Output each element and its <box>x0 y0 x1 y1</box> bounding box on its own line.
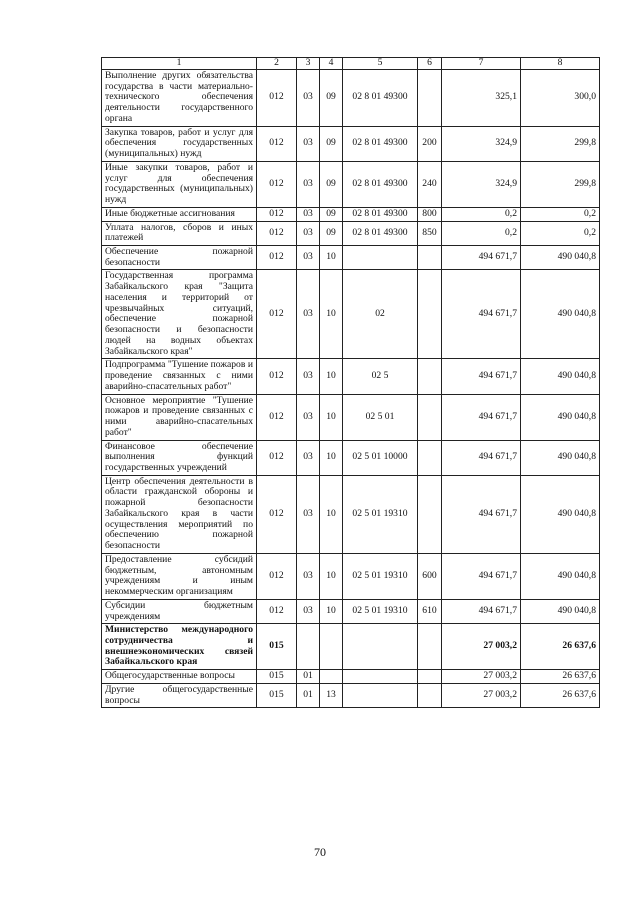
item-name-cell: Выполнение других обязательства государства в части материально-технического обеспечения деятельности государственного органа <box>102 70 257 127</box>
target-article-cell: 02 8 01 49300 <box>343 207 418 221</box>
item-name-cell: Центр обеспечения деятельности в области гражданской обороны и пожарной безопасности Забайкальского края в части осуществления мероприятий по обеспечению пожарной безопасности <box>102 475 257 553</box>
code-cell: 012 <box>257 359 297 394</box>
expense-type-cell <box>418 670 442 684</box>
item-name-cell: Закупка товаров, работ и услуг для обеспечения государственных (муниципальных) нужд <box>102 126 257 161</box>
item-name-cell: Обеспечение пожарной безопасности <box>102 246 257 270</box>
section-cell: 03 <box>297 553 320 599</box>
table-row <box>102 553 600 599</box>
item-name-cell: Общегосударственные вопросы <box>102 670 257 684</box>
code-cell: 015 <box>257 624 297 670</box>
amount-year-1-cell: 494 671,7 <box>442 246 521 270</box>
table-row <box>102 394 600 440</box>
section-cell: 01 <box>297 670 320 684</box>
table-row <box>102 683 600 707</box>
target-article-cell: 02 8 01 49300 <box>343 161 418 207</box>
subsection-cell <box>320 670 343 684</box>
amount-year-2-cell: 490 040,8 <box>521 553 600 599</box>
amount-year-1-cell: 27 003,2 <box>442 624 521 670</box>
expense-type-cell <box>418 624 442 670</box>
table-header <box>102 58 600 70</box>
item-name-cell: Министерство международного сотрудничества и внешнеэкономических связей Забайкальского края <box>102 624 257 670</box>
amount-year-2-cell: 299,8 <box>521 126 600 161</box>
target-article-cell: 02 8 01 49300 <box>343 70 418 127</box>
expense-type-cell: 200 <box>418 126 442 161</box>
section-cell: 03 <box>297 359 320 394</box>
header-cell-8: 8 <box>521 58 600 70</box>
table-body <box>102 70 600 708</box>
amount-year-2-cell: 490 040,8 <box>521 246 600 270</box>
amount-year-2-cell: 490 040,8 <box>521 440 600 475</box>
header-cell-1: 1 <box>102 58 257 70</box>
amount-year-2-cell: 490 040,8 <box>521 599 600 623</box>
item-name-cell: Финансовое обеспечение выполнения функций государственных учреждений <box>102 440 257 475</box>
amount-year-1-cell: 494 671,7 <box>442 475 521 553</box>
amount-year-1-cell: 494 671,7 <box>442 270 521 359</box>
item-name-cell: Уплата налогов, сборов и иных платежей <box>102 221 257 245</box>
section-cell: 03 <box>297 161 320 207</box>
subsection-cell: 09 <box>320 161 343 207</box>
expense-type-cell <box>418 359 442 394</box>
expense-type-cell: 610 <box>418 599 442 623</box>
table-row <box>102 440 600 475</box>
section-cell: 03 <box>297 440 320 475</box>
target-article-cell: 02 5 01 19310 <box>343 553 418 599</box>
code-cell: 012 <box>257 207 297 221</box>
code-cell: 012 <box>257 475 297 553</box>
target-article-cell <box>343 683 418 707</box>
amount-year-2-cell: 490 040,8 <box>521 475 600 553</box>
header-cell-3: 3 <box>297 58 320 70</box>
section-cell: 03 <box>297 394 320 440</box>
target-article-cell: 02 8 01 49300 <box>343 126 418 161</box>
table-row <box>102 599 600 623</box>
table-row <box>102 246 600 270</box>
amount-year-1-cell: 494 671,7 <box>442 359 521 394</box>
amount-year-1-cell: 0,2 <box>442 207 521 221</box>
section-cell: 03 <box>297 126 320 161</box>
subsection-cell: 13 <box>320 683 343 707</box>
amount-year-2-cell: 300,0 <box>521 70 600 127</box>
amount-year-1-cell: 325,1 <box>442 70 521 127</box>
section-cell: 03 <box>297 599 320 623</box>
target-article-cell: 02 5 <box>343 359 418 394</box>
target-article-cell <box>343 246 418 270</box>
item-name-cell: Предоставление субсидий бюджетным, автономным учреждениям и иным некоммерческим организациям <box>102 553 257 599</box>
amount-year-1-cell: 27 003,2 <box>442 670 521 684</box>
section-cell <box>297 624 320 670</box>
item-name-cell: Иные бюджетные ассигнования <box>102 207 257 221</box>
target-article-cell: 02 5 01 <box>343 394 418 440</box>
amount-year-2-cell: 26 637,6 <box>521 683 600 707</box>
amount-year-1-cell: 0,2 <box>442 221 521 245</box>
expense-type-cell: 850 <box>418 221 442 245</box>
subsection-cell: 10 <box>320 475 343 553</box>
header-cell-5: 5 <box>343 58 418 70</box>
header-cell-7: 7 <box>442 58 521 70</box>
header-cell-4: 4 <box>320 58 343 70</box>
amount-year-1-cell: 324,9 <box>442 161 521 207</box>
item-name-cell: Субсидии бюджетным учреждениям <box>102 599 257 623</box>
subsection-cell: 09 <box>320 70 343 127</box>
section-cell: 03 <box>297 221 320 245</box>
table-row <box>102 221 600 245</box>
target-article-cell <box>343 624 418 670</box>
code-cell: 012 <box>257 126 297 161</box>
amount-year-1-cell: 27 003,2 <box>442 683 521 707</box>
header-cell-6: 6 <box>418 58 442 70</box>
item-name-cell: Другие общегосударственные вопросы <box>102 683 257 707</box>
expense-type-cell <box>418 683 442 707</box>
target-article-cell: 02 5 01 19310 <box>343 599 418 623</box>
expense-type-cell: 240 <box>418 161 442 207</box>
table-row <box>102 270 600 359</box>
code-cell: 012 <box>257 599 297 623</box>
table-row <box>102 126 600 161</box>
code-cell: 012 <box>257 246 297 270</box>
expense-type-cell <box>418 394 442 440</box>
section-cell: 03 <box>297 207 320 221</box>
subsection-cell: 10 <box>320 553 343 599</box>
table-row <box>102 207 600 221</box>
subsection-cell: 10 <box>320 599 343 623</box>
section-cell: 01 <box>297 683 320 707</box>
subsection-cell <box>320 624 343 670</box>
amount-year-2-cell: 299,8 <box>521 161 600 207</box>
section-cell: 03 <box>297 270 320 359</box>
target-article-cell: 02 <box>343 270 418 359</box>
code-cell: 012 <box>257 440 297 475</box>
table-row <box>102 359 600 394</box>
amount-year-1-cell: 324,9 <box>442 126 521 161</box>
subsection-cell: 09 <box>320 221 343 245</box>
expense-type-cell: 800 <box>418 207 442 221</box>
table-row <box>102 70 600 127</box>
subsection-cell: 09 <box>320 207 343 221</box>
amount-year-2-cell: 490 040,8 <box>521 359 600 394</box>
code-cell: 012 <box>257 394 297 440</box>
amount-year-2-cell: 26 637,6 <box>521 670 600 684</box>
subsection-cell: 10 <box>320 394 343 440</box>
item-name-cell: Основное мероприятие "Тушение пожаров и проведение связанных с ними аварийно-спасательных работ" <box>102 394 257 440</box>
budget-table <box>101 57 600 708</box>
subsection-cell: 10 <box>320 359 343 394</box>
expense-type-cell <box>418 440 442 475</box>
code-cell: 012 <box>257 553 297 599</box>
code-cell: 012 <box>257 270 297 359</box>
target-article-cell: 02 8 01 49300 <box>343 221 418 245</box>
target-article-cell: 02 5 01 19310 <box>343 475 418 553</box>
subsection-cell: 09 <box>320 126 343 161</box>
table-row <box>102 670 600 684</box>
code-cell: 015 <box>257 670 297 684</box>
amount-year-1-cell: 494 671,7 <box>442 440 521 475</box>
amount-year-2-cell: 0,2 <box>521 221 600 245</box>
section-cell: 03 <box>297 475 320 553</box>
amount-year-2-cell: 26 637,6 <box>521 624 600 670</box>
target-article-cell <box>343 670 418 684</box>
expense-type-cell: 600 <box>418 553 442 599</box>
target-article-cell: 02 5 01 10000 <box>343 440 418 475</box>
amount-year-1-cell: 494 671,7 <box>442 599 521 623</box>
amount-year-2-cell: 490 040,8 <box>521 394 600 440</box>
amount-year-1-cell: 494 671,7 <box>442 394 521 440</box>
table-row <box>102 475 600 553</box>
table-row <box>102 624 600 670</box>
amount-year-1-cell: 494 671,7 <box>442 553 521 599</box>
header-row <box>102 58 600 70</box>
amount-year-2-cell: 490 040,8 <box>521 270 600 359</box>
header-cell-2: 2 <box>257 58 297 70</box>
subsection-cell: 10 <box>320 440 343 475</box>
code-cell: 012 <box>257 221 297 245</box>
code-cell: 012 <box>257 70 297 127</box>
section-cell: 03 <box>297 70 320 127</box>
item-name-cell: Подпрограмма "Тушение пожаров и проведение связанных с ними аварийно-спасательных работ" <box>102 359 257 394</box>
code-cell: 012 <box>257 161 297 207</box>
page-number: 70 <box>314 845 326 859</box>
subsection-cell: 10 <box>320 270 343 359</box>
item-name-cell: Иные закупки товаров, работ и услуг для обеспечения государственных (муниципальных) нужд <box>102 161 257 207</box>
expense-type-cell <box>418 270 442 359</box>
section-cell: 03 <box>297 246 320 270</box>
table-row <box>102 161 600 207</box>
item-name-cell: Государственная программа Забайкальского края "Защита населения и территорий от чрезвычайных ситуаций, обеспечение пожарной безопасности и безопасности людей на водных объектах Забайкальского края" <box>102 270 257 359</box>
expense-type-cell <box>418 246 442 270</box>
expense-type-cell <box>418 70 442 127</box>
expense-type-cell <box>418 475 442 553</box>
code-cell: 015 <box>257 683 297 707</box>
subsection-cell: 10 <box>320 246 343 270</box>
amount-year-2-cell: 0,2 <box>521 207 600 221</box>
